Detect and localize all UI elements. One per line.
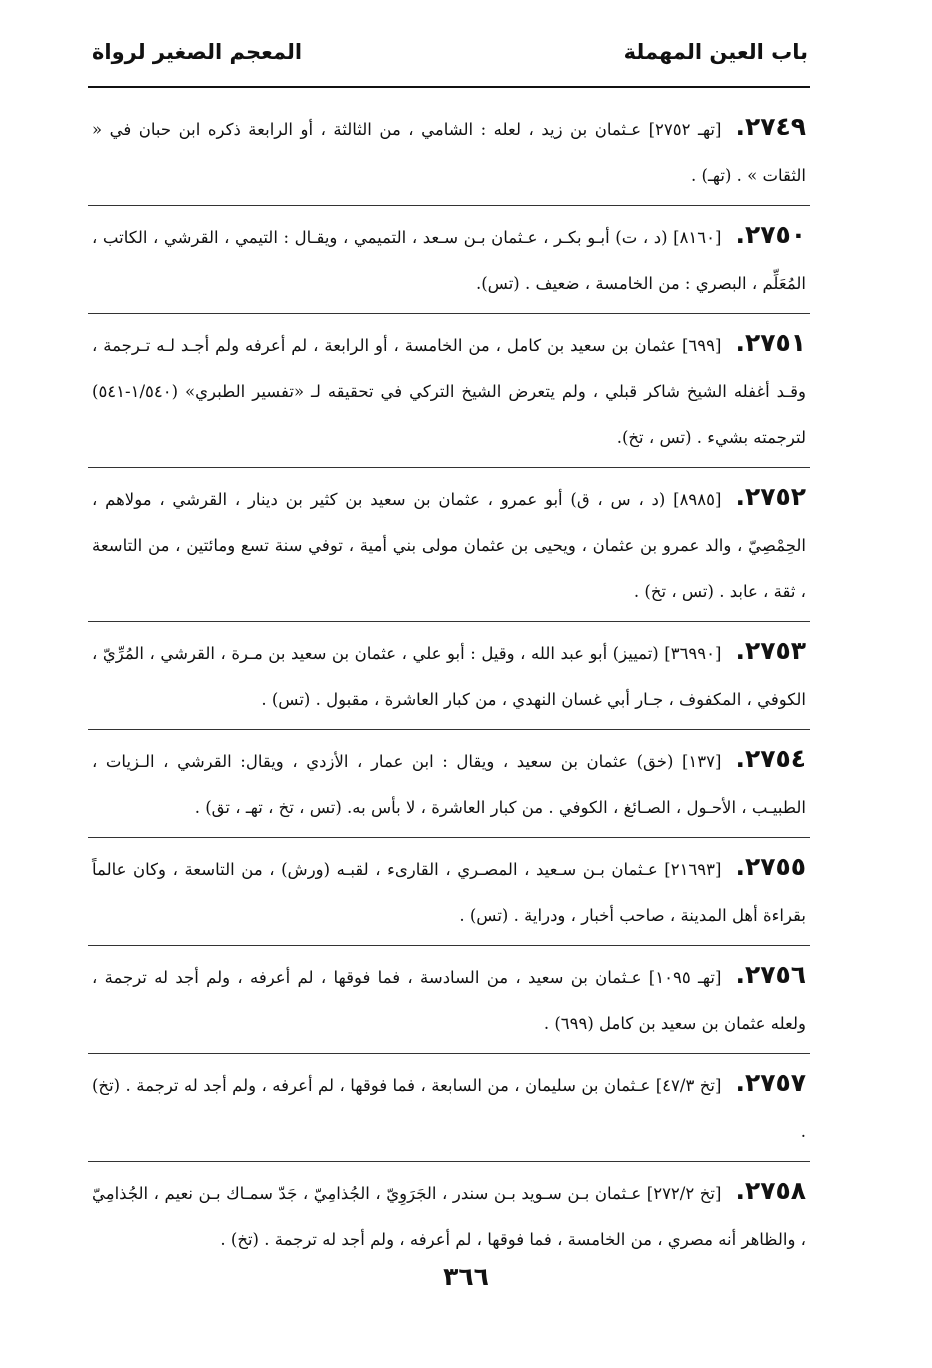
entry-2757 xyxy=(88,1054,810,1162)
entry-text: [تهـ ٢٧٥٢] عـثمان بن زيد ، لعله : الشامي ، من الثالثة ، أو الرابعة ذكره ابن حبان في « الثقات » . (تهـ) . xyxy=(92,120,806,185)
entry-text: [٢١٦٩٣] عـثمان بـن سـعيد ، المصـري ، القارىء ، لقبـه (ورش) ، من التاسعة ، وكان عالماً بقراءة أهل المدينة ، صاحب أخبار ، ودراية . (تس) . xyxy=(92,860,806,925)
entry-number: ٢٧٥٥. xyxy=(735,852,806,881)
entry-number: ٢٧٥٦. xyxy=(735,960,806,989)
entry-number: ٢٧٥٧. xyxy=(735,1068,806,1097)
entry-text: [تخ ٤٧/٣] عـثمان بن سليمان ، من السابعة ، فما فوقها ، لم أعرفه ، ولم أجد له ترجمة . (تخ) . xyxy=(92,1076,806,1141)
entry-text: [٨٩٨٥] (د ، س ، ق) أبو عمرو ، عثمان بن سعيد بن كثير بن دينار ، القرشي ، مولاهم ، الحِمْصِيّ ، والد عمرو بن عثمان ، ويحيى بن عثمان مولى بني أمية ، توفي سنة تسع ومائتين ، من التاسعة ، ثقة ، عابد . (تس ، تخ) . xyxy=(92,490,807,601)
entry-text: [٨١٦٠] (د ، ت) أبـو بكـر ، عـثمان بـن سـعد ، التميمي ، ويقـال : التيمي ، القرشي ، الكاتب ، المُعَلِّم ، البصري : من الخامسة ، ضعيف . (تس). xyxy=(92,228,806,293)
entry-list xyxy=(88,98,810,1269)
entry-2754 xyxy=(88,730,810,838)
entry-number: ٢٧٥١. xyxy=(735,328,806,357)
entry-2753 xyxy=(88,622,810,730)
entry-2756 xyxy=(88,946,810,1054)
running-header xyxy=(88,28,810,88)
entry-text: [١٣٧] (خق) عثمان بن سعيد ، ويقال : ابن عمار ، الأزدي ، ويقال: القرشي ، الـزيات ، الطبيـب ، الأحـول ، الصـائغ ، الكوفي . من كبار العاشرة ، لا بأس به. (تس ، تخ ، تهـ ، تق) . xyxy=(92,752,806,817)
book-title: المعجم الصغير لرواة xyxy=(92,40,303,64)
entry-number: ٢٧٤٩. xyxy=(735,112,806,141)
entry-2749 xyxy=(88,98,810,206)
entry-2751 xyxy=(88,314,810,468)
document-page xyxy=(88,28,810,1348)
entry-number: ٢٧٥٠. xyxy=(735,220,806,249)
entry-number: ٢٧٥٢. xyxy=(735,482,806,511)
entry-number: ٢٧٥٤. xyxy=(735,744,806,773)
entry-text: [٦٩٩] عثمان بن سعيد بن كامل ، من الخامسة ، أو الرابعة ، لم أعرفه ولم أجـد لـه تـرجمة ، وقـد أغفله الشيخ شاكر قبلي ، ولم يتعرض الشيخ التركي في تحقيقه لـ «تفسير الطبري» (١/٥٤٠-٥٤١) لترجمته بشيء . (تس ، تخ). xyxy=(92,336,806,447)
entry-2758 xyxy=(88,1162,810,1269)
chapter-title: باب العين المهملة xyxy=(623,40,808,64)
entry-number: ٢٧٥٣. xyxy=(735,636,806,665)
entry-2750 xyxy=(88,206,810,314)
entry-text: [تهـ ١٠٩٥] عـثمان بن سعيد ، من السادسة ، فما فوقها ، لم أعرفه ، ولم أجد له ترجمة ، ولعله عثمان بن سعيد بن كامل (٦٩٩) . xyxy=(92,968,806,1033)
entry-text: [٣٦٩٩٠] (تمييز) أبو عبد الله ، وقيل : أبو علي ، عثمان بن سعيد بن مـرة ، القرشي ، المُرِّيّ ، الكوفي ، المكفوف ، جـار أبي غسان النهدي ، من كبار العاشرة ، مقبول . (تس) . xyxy=(92,644,806,709)
entry-2755 xyxy=(88,838,810,946)
entry-2752 xyxy=(88,468,810,622)
page-number: ٣٦٦ xyxy=(443,1262,489,1291)
entry-number: ٢٧٥٨. xyxy=(735,1176,806,1205)
entry-text: [تخ ٢٧٢/٢] عـثمان بـن سـويد بـن سندر ، الجَرَوِيّ ، الجُذامِيّ ، جَدّ سمـاك بـن نعيم ، الجُذامِيّ ، والظاهر أنه مصري ، من الخامسة ، فما فوقها ، لم أعرفه ، ولم أجد له ترجمة . (تخ) . xyxy=(92,1184,806,1249)
